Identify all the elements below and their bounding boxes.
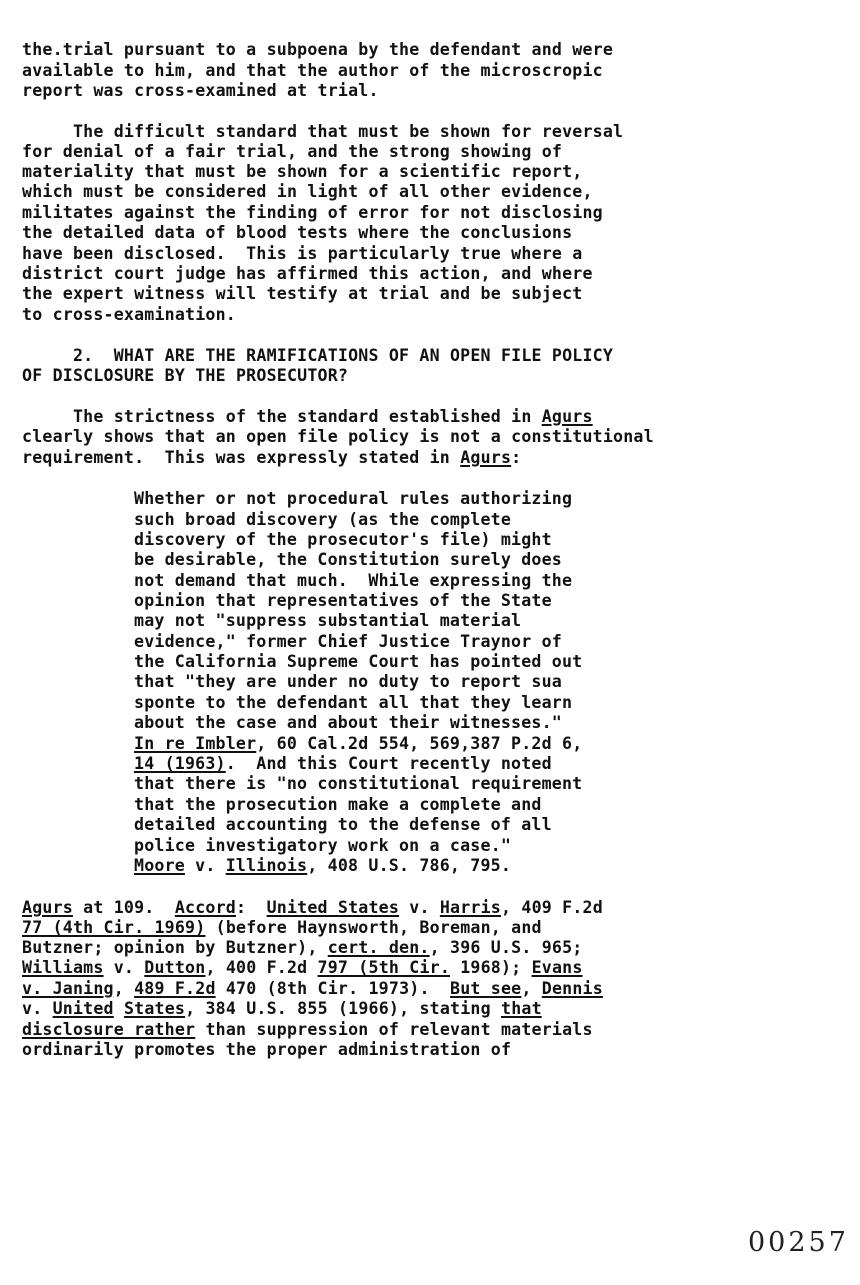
text-line	[22, 203, 603, 223]
text-line	[22, 346, 613, 366]
text-line	[22, 182, 593, 202]
text-segment: which must be considered in light of all other evidence,	[22, 182, 593, 201]
text-line	[22, 264, 593, 284]
text-segment: be desirable, the Constitution surely does	[134, 550, 562, 569]
text-line	[22, 999, 542, 1019]
underlined-citation: cert. den.	[327, 938, 430, 957]
text-line	[22, 427, 654, 447]
text-segment	[114, 999, 124, 1018]
text-line	[22, 918, 542, 938]
text-segment: , 408 U.S. 786, 795.	[307, 856, 512, 875]
underlined-citation: Harris	[439, 898, 501, 917]
text-segment: v.	[22, 999, 53, 1018]
text-segment: ,	[113, 979, 135, 998]
text-segment: Butzner; opinion by Butzner),	[22, 938, 328, 957]
text-segment: . And this Court recently noted	[225, 754, 552, 773]
text-line	[22, 305, 236, 325]
text-segment: that there is "no constitutional requirement	[134, 774, 583, 793]
text-segment: Whether or not procedural rules authorizing	[134, 489, 573, 508]
text-segment: not demand that much. While expressing the	[134, 571, 573, 590]
text-line	[22, 407, 593, 427]
underlined-citation: 489 F.2d	[134, 979, 216, 998]
underlined-citation: But see	[450, 979, 522, 998]
text-line	[22, 1040, 511, 1060]
text-line	[134, 795, 542, 815]
text-segment: The strictness of the standard established in	[22, 407, 542, 426]
text-segment: sponte to the defendant all that they learn	[134, 693, 573, 712]
page-number: 00257	[748, 1227, 849, 1258]
text-line	[134, 815, 552, 835]
underlined-citation: Williams	[22, 958, 104, 977]
text-segment: v.	[103, 958, 145, 977]
underlined-citation: 14 (1963)	[134, 754, 226, 773]
text-segment: , 400 F.2d	[205, 958, 318, 977]
text-segment: at 109.	[72, 898, 175, 917]
text-line	[134, 489, 572, 509]
text-line	[22, 979, 603, 999]
underlined-citation: Agurs	[22, 898, 73, 917]
text-segment: , 60 Cal.2d 554, 569,387 P.2d 6,	[256, 734, 583, 753]
underlined-citation: that	[501, 999, 542, 1018]
text-line	[134, 591, 552, 611]
text-segment: militates against the finding of error for not disclosing	[22, 203, 603, 222]
text-line	[134, 693, 572, 713]
text-segment: (before Haynsworth, Boreman, and	[205, 918, 542, 937]
underlined-citation: States	[123, 999, 186, 1018]
text-line	[22, 898, 603, 918]
text-segment: The difficult standard that must be shown for reversal	[22, 122, 624, 141]
text-line	[22, 1020, 593, 1040]
text-segment: 2. WHAT ARE THE RAMIFICATIONS OF AN OPEN FILE POLICY	[22, 346, 614, 365]
text-line	[134, 856, 511, 876]
underlined-citation: Evans	[531, 958, 583, 977]
text-segment: :	[236, 898, 267, 917]
underlined-citation: Agurs	[541, 407, 593, 426]
underlined-citation: United	[52, 999, 114, 1018]
text-line	[22, 284, 582, 304]
text-line	[134, 571, 572, 591]
underlined-citation: In re Imbler	[134, 734, 257, 753]
text-segment: detailed accounting to the defense of all	[134, 815, 552, 834]
underlined-citation: Accord	[174, 898, 237, 917]
underlined-citation: Moore	[134, 856, 185, 875]
text-line	[134, 734, 582, 754]
text-segment: , 396 U.S. 965;	[429, 938, 583, 957]
text-line	[22, 61, 603, 81]
underlined-citation: Illinois	[225, 856, 308, 875]
text-segment: OF DISCLOSURE BY THE PROSECUTOR?	[22, 366, 349, 385]
text-segment: :	[511, 448, 522, 467]
text-segment: materiality that must be shown for a scientific report,	[22, 162, 583, 181]
text-segment: , 384 U.S. 855 (1966), stating	[185, 999, 501, 1018]
text-segment: for denial of a fair trial, and the strong showing of	[22, 142, 563, 161]
text-line	[134, 632, 562, 652]
text-segment: opinion that representatives of the State	[134, 591, 552, 610]
text-line	[134, 550, 562, 570]
underlined-citation: Dennis	[541, 979, 603, 998]
text-line	[22, 958, 583, 978]
text-segment: , 409 F.2d	[501, 898, 603, 917]
text-line	[134, 611, 521, 631]
text-line	[22, 448, 521, 468]
underlined-citation: Agurs	[460, 448, 512, 467]
text-line	[134, 510, 511, 530]
text-line	[22, 81, 379, 101]
text-line	[22, 162, 582, 182]
text-line	[134, 652, 582, 672]
text-segment: the expert witness will testify at trial and be subject	[22, 284, 583, 303]
text-line	[134, 530, 552, 550]
text-segment: the detailed data of blood tests where the conclusions	[22, 223, 573, 242]
text-line	[22, 142, 562, 162]
text-segment: available to him, and that the author of the microscropic	[22, 61, 603, 80]
text-line	[22, 40, 613, 60]
text-segment: requirement. This was expressly stated in	[22, 448, 461, 467]
text-segment: may not "suppress substantial material	[134, 611, 522, 630]
text-segment: that "they are under no duty to report sua	[134, 672, 562, 691]
underlined-citation: 797 (5th Cir.	[317, 958, 451, 977]
text-segment: v.	[399, 898, 440, 917]
underlined-citation: Dutton	[144, 958, 206, 977]
text-line	[22, 244, 582, 264]
text-segment: v.	[184, 856, 226, 875]
text-line	[134, 672, 562, 692]
text-line	[22, 938, 582, 958]
text-segment: such broad discovery (as the complete	[134, 510, 512, 529]
text-line	[134, 754, 552, 774]
text-segment: the California Supreme Court has pointed out	[134, 652, 583, 671]
underlined-citation: disclosure rather	[22, 1020, 196, 1039]
text-segment: have been disclosed. This is particularly true where a	[22, 244, 583, 263]
text-segment: than suppression of relevant materials	[195, 1020, 593, 1039]
text-segment: 470 (8th Cir. 1973).	[215, 979, 451, 998]
text-line	[134, 836, 511, 856]
text-segment: district court judge has affirmed this action, and where	[22, 264, 593, 283]
underlined-citation: 77 (4th Cir. 1969)	[22, 918, 206, 937]
text-segment: ordinarily promotes the proper administration of	[22, 1040, 512, 1059]
text-segment: report was cross-examined at trial.	[22, 81, 379, 100]
text-segment: about the case and about their witnesses."	[134, 713, 562, 732]
text-line	[134, 774, 582, 794]
text-segment: evidence," former Chief Justice Traynor of	[134, 632, 562, 651]
text-segment: that the prosecution make a complete and	[134, 795, 542, 814]
text-segment: 1968);	[450, 958, 532, 977]
text-segment: ,	[521, 979, 542, 998]
text-line	[22, 122, 623, 142]
text-line	[22, 223, 572, 243]
text-segment: clearly shows that an open file policy is not a constitutional	[22, 427, 654, 446]
text-segment: the.trial pursuant to a subpoena by the defendant and were	[22, 40, 614, 59]
text-segment: discovery of the prosecutor's file) might	[134, 530, 552, 549]
underlined-citation: United States	[266, 898, 400, 917]
text-segment: police investigatory work on a case."	[134, 836, 512, 855]
text-line	[22, 366, 348, 386]
text-segment: to cross-examination.	[22, 305, 236, 324]
text-line	[134, 713, 562, 733]
underlined-citation: v. Janing	[22, 979, 114, 998]
